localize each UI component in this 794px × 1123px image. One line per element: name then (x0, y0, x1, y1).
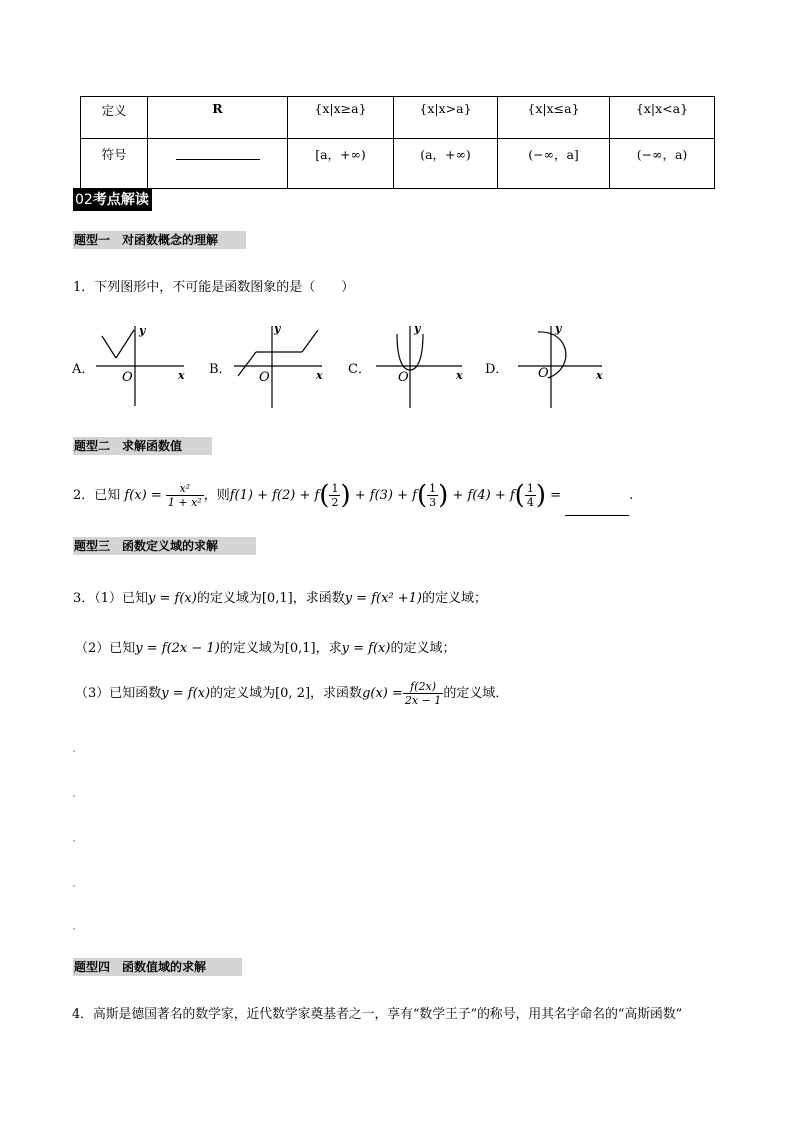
table-cell: {x|x≥a} (288, 97, 394, 139)
axis-x-label: x (456, 369, 463, 382)
axis-y-label: y (274, 322, 281, 335)
margin-dot (73, 885, 75, 887)
option-c-label: C． (348, 362, 371, 377)
table-cell: R (148, 97, 288, 139)
margin-dot (73, 795, 75, 797)
interval-table (80, 96, 715, 189)
answer-blank (176, 145, 260, 160)
origin-label: O (122, 370, 133, 385)
fraction: $\frac{f(2x)}{2x - 1}$ (404, 680, 442, 707)
question-1-text: 1．下列图形中，不可能是函数图象的是（ ） (73, 280, 355, 295)
graph-a (90, 318, 190, 410)
fraction: $\frac{1}{2}$ (331, 482, 339, 509)
fraction: $\frac{1}{4}$ (526, 482, 534, 509)
table-row (81, 139, 715, 189)
axis-y-label: y (139, 324, 146, 337)
type-header: 题型四 函数值域的求解 (73, 958, 242, 976)
option-a-label: A． (72, 362, 95, 377)
axis-y-label: y (555, 322, 562, 335)
axis-x-label: x (596, 369, 603, 382)
margin-dot (73, 750, 75, 752)
type-header: 题型三 函数定义域的求解 (73, 537, 256, 555)
answer-blank (565, 501, 629, 516)
table-cell: 符号 (81, 139, 148, 189)
table-cell: {x|x<a} (610, 97, 715, 139)
margin-dot (73, 840, 75, 842)
table-row (81, 97, 715, 139)
section-badge (73, 188, 152, 211)
table-cell: (−∞，a] (498, 139, 610, 189)
type-header: 题型二 求解函数值 (73, 437, 212, 455)
type-header: 题型一 对函数概念的理解 (73, 231, 246, 249)
option-b-label: B． (209, 362, 232, 377)
table-cell: (−∞，a) (610, 139, 715, 189)
axis-x-label: x (178, 369, 185, 382)
question-2: 2．已知 f(x) = $\frac{\text{x²}}{\text{1 + x²}}$ ，则f(1) + f(2) + f( $\frac{1}{2}$ ) + f(3) + f( $\frac{1}{3}$ ) + f(4) + f( $\frac{1}{4}$ ) = . (73, 476, 633, 516)
section-number: 02 (75, 192, 93, 208)
origin-label: O (538, 366, 549, 381)
graph-b (230, 318, 330, 410)
question-4-text: 4．高斯是德国著名的数学家，近代数学家奠基者之一，享有“数学王子”的称号，用其名字命名的“高斯函数” (72, 1007, 683, 1022)
axis-y-label: y (414, 322, 421, 335)
graph-d (510, 318, 610, 410)
graph-options (70, 318, 610, 410)
question-3-part-2: （2）已知y = f(2x − 1)的定义域为[0,1]，求y = f(x)的定义域； (75, 641, 456, 656)
table-cell: [a，+∞) (288, 139, 394, 189)
table-cell: (a，+∞) (394, 139, 498, 189)
table-cell: {x|x≤a} (498, 97, 610, 139)
question-3-part-3: （3）已知函数y = f(x)的定义域为[0, 2]，求函数g(x) = $\frac{f(2x)}{2x - 1}$ 的定义域． (75, 680, 509, 707)
question-3-part-1: 3．（1）已知y = f(x)的定义域为[0,1]，求函数y = f(x² +1)的定义域； (73, 591, 488, 606)
origin-label: O (259, 370, 270, 385)
graph-c (370, 318, 470, 410)
fraction: $\frac{\text{x²}}{\text{1 + x²}}$ (167, 482, 202, 509)
answer-blank-cell (148, 139, 288, 189)
margin-dot (73, 928, 75, 930)
origin-label: O (398, 370, 409, 385)
option-d-label: D． (485, 362, 509, 377)
fraction: $\frac{1}{3}$ (429, 482, 437, 509)
table-cell: 定义 (81, 97, 148, 139)
section-title: 考点解读 (92, 192, 149, 208)
axis-x-label: x (316, 369, 323, 382)
table-cell: {x|x>a} (394, 97, 498, 139)
